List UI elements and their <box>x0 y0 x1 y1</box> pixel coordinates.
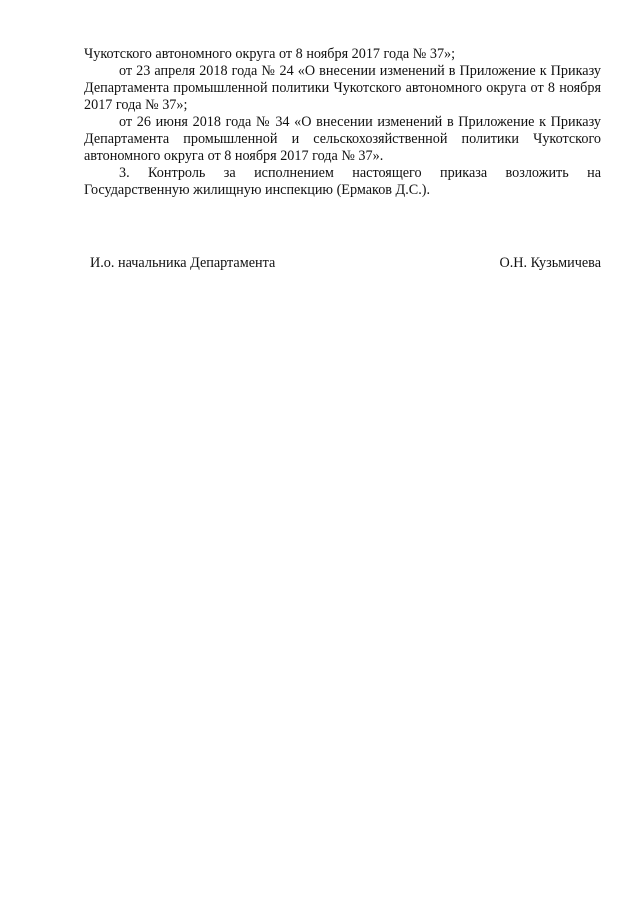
document-body <box>84 46 601 199</box>
signatory-position: И.о. начальника Департамента <box>90 255 276 271</box>
paragraph-amendment-april: от 23 апреля 2018 года № 24 «О внесении изменений в Приложение к Приказу Департамента промышленной политики Чукотского автономного округа от 8 ноября 2017 года № 37»; <box>84 63 601 113</box>
paragraph-continuation: Чукотского автономного округа от 8 ноября 2017 года № 37»; <box>84 46 456 62</box>
paragraph-control-clause: 3. Контроль за исполнением настоящего приказа возложить на Государственную жилищную инспекцию (Ермаков Д.С.). <box>84 165 601 198</box>
paragraph-amendment-june: от 26 июня 2018 года № 34 «О внесении изменений в Приложение к Приказу Департамента промышленной и сельскохозяйственной политики Чукотского автономного округа от 8 ноября 2017 года № 37». <box>84 114 601 164</box>
signatory-name: О.Н. Кузьмичева <box>499 255 601 271</box>
signature-block <box>90 255 601 275</box>
